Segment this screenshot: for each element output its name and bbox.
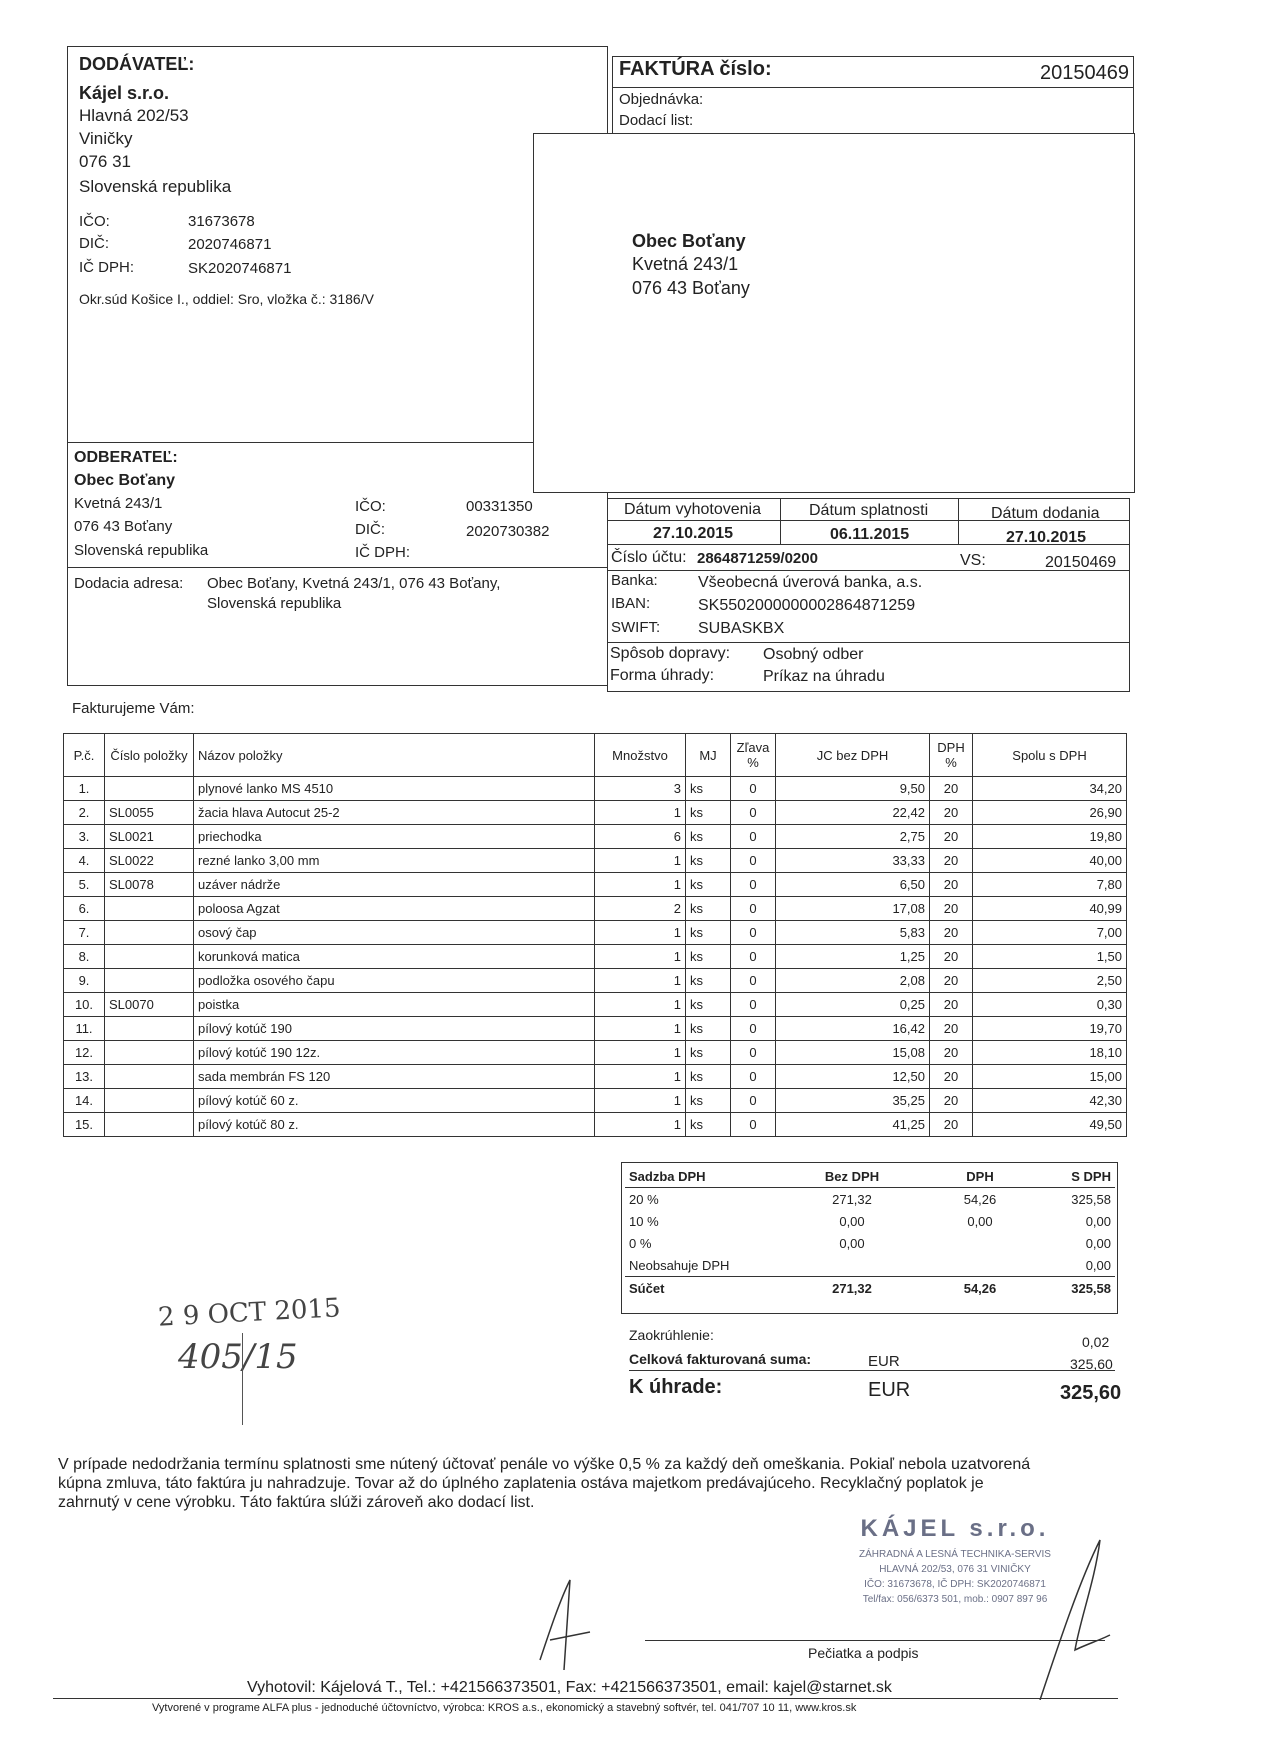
customer-dic-label: DIČ: <box>355 521 385 538</box>
vat-sum-row <box>625 1277 1115 1300</box>
transport: Osobný odber <box>763 646 864 663</box>
item-total: 49,50 <box>973 1113 1127 1137</box>
customer-dic: 2020730382 <box>466 523 550 540</box>
account-number: 2864871259/0200 <box>697 550 818 567</box>
stamp-line-3: IČO: 31673678, IČ DPH: SK2020746871 <box>864 1579 1046 1590</box>
delivery-note-label: Dodací list: <box>619 112 694 129</box>
customer-ico: 00331350 <box>466 498 533 515</box>
vat-h-vat: DPH <box>966 1168 994 1184</box>
item-code: SL0022 <box>105 849 194 873</box>
item-name: uzáver nádrže <box>194 873 595 897</box>
item-pc: 7. <box>64 921 105 945</box>
pay-label: K úhrade: <box>629 1376 723 1398</box>
item-disc: 0 <box>731 921 776 945</box>
item-price: 2,75 <box>776 825 930 849</box>
item-name: podložka osového čapu <box>194 969 595 993</box>
item-code <box>105 1017 194 1041</box>
item-disc: 0 <box>731 825 776 849</box>
vat-row <box>625 1210 1115 1232</box>
table-row <box>64 801 1127 825</box>
item-total: 1,50 <box>973 945 1127 969</box>
item-price: 0,25 <box>776 993 930 1017</box>
item-total: 19,80 <box>973 825 1127 849</box>
col-vat: DPH % <box>930 734 973 777</box>
item-disc: 0 <box>731 1089 776 1113</box>
table-row <box>64 921 1127 945</box>
vat-total: 0,00 <box>1085 1235 1111 1251</box>
item-price: 35,25 <box>776 1089 930 1113</box>
col-unit: MJ <box>686 734 731 777</box>
col-qty: Množstvo <box>595 734 686 777</box>
supplier-register: Okr.súd Košice I., oddiel: Sro, vložka č.: 3186/V <box>79 291 374 307</box>
item-price: 12,50 <box>776 1065 930 1089</box>
swift: SUBASKBX <box>698 620 785 637</box>
item-unit: ks <box>686 825 731 849</box>
delivery-address-label: Dodacia adresa: <box>74 575 184 592</box>
vat-summary-table <box>625 1165 1115 1299</box>
payment-label: Forma úhrady: <box>610 667 715 684</box>
item-vat: 20 <box>930 1041 973 1065</box>
pay-currency: EUR <box>868 1379 911 1401</box>
item-price: 1,25 <box>776 945 930 969</box>
item-vat: 20 <box>930 945 973 969</box>
col-pc: P.č. <box>64 734 105 777</box>
item-vat: 20 <box>930 1065 973 1089</box>
supplier-ico-label: IČO: <box>79 213 110 230</box>
item-disc: 0 <box>731 969 776 993</box>
item-disc: 0 <box>731 1041 776 1065</box>
item-name: priechodka <box>194 825 595 849</box>
item-pc: 2. <box>64 801 105 825</box>
item-qty: 6 <box>595 825 686 849</box>
vat-vat <box>921 1254 1039 1277</box>
issue-date-label: Dátum vyhotovenia <box>624 501 761 518</box>
items-intro: Fakturujeme Vám: <box>72 700 195 717</box>
iban-label: IBAN: <box>611 595 651 612</box>
item-code <box>105 1113 194 1137</box>
item-pc: 5. <box>64 873 105 897</box>
item-name: pílový kotúč 190 12z. <box>194 1041 595 1065</box>
notice-text <box>58 1455 1118 1512</box>
stamp-line-4: Tel/fax: 056/6373 501, mob.: 0907 897 96 <box>862 1594 1048 1605</box>
item-code <box>105 1041 194 1065</box>
vat-row <box>625 1254 1115 1277</box>
vat-rate: Neobsahuje DPH <box>629 1257 730 1273</box>
customer-name: Obec Boťany <box>74 472 176 489</box>
table-row <box>64 969 1127 993</box>
item-total: 7,00 <box>973 921 1127 945</box>
item-qty: 1 <box>595 1113 686 1137</box>
item-qty: 1 <box>595 1041 686 1065</box>
item-price: 5,83 <box>776 921 930 945</box>
item-name: sada membrán FS 120 <box>194 1065 595 1089</box>
col-name: Názov položky <box>194 734 595 777</box>
total-value: 325,60 <box>1070 1356 1113 1372</box>
item-name: rezné lanko 3,00 mm <box>194 849 595 873</box>
customer-heading: ODBERATEĽ: <box>74 449 178 466</box>
notice-line-1: V prípade nedodržania termínu splatnosti sme nútený účtovať penále vo výške 0,5 % za každý deň omeškania. Pokiaľ nebola uzatvorená <box>58 1456 1031 1473</box>
supplier-icdph-label: IČ DPH: <box>79 259 135 276</box>
vat-rate: 0 % <box>629 1235 652 1251</box>
item-pc: 3. <box>64 825 105 849</box>
supplier-icdph: SK2020746871 <box>188 260 292 277</box>
item-name: osový čap <box>194 921 595 945</box>
supplier-dic-label: DIČ: <box>79 235 109 252</box>
table-row <box>64 1041 1127 1065</box>
item-unit: ks <box>686 1089 731 1113</box>
item-total: 42,30 <box>973 1089 1127 1113</box>
item-unit: ks <box>686 1113 731 1137</box>
vat-rate: 10 % <box>629 1213 659 1229</box>
item-qty: 1 <box>595 1089 686 1113</box>
account-label: Číslo účtu: <box>611 549 687 566</box>
item-unit: ks <box>686 801 731 825</box>
col-code: Číslo položky <box>105 734 194 777</box>
bank-name: Všeobecná úverová banka, a.s. <box>698 574 923 591</box>
item-unit: ks <box>686 969 731 993</box>
items-table <box>63 733 1127 1137</box>
item-pc: 15. <box>64 1113 105 1137</box>
total-label: Celková fakturovaná suma: <box>629 1351 812 1367</box>
item-pc: 6. <box>64 897 105 921</box>
item-code <box>105 969 194 993</box>
table-row <box>64 1089 1127 1113</box>
vat-row <box>625 1188 1115 1211</box>
item-code <box>105 1065 194 1089</box>
item-disc: 0 <box>731 873 776 897</box>
item-total: 18,10 <box>973 1041 1127 1065</box>
vat-h-base: Bez DPH <box>824 1168 880 1184</box>
payment: Príkaz na úhradu <box>763 668 885 685</box>
item-code <box>105 1089 194 1113</box>
supplier-dic: 2020746871 <box>188 236 272 253</box>
stamp-name: KÁJEL s.r.o. <box>860 1515 1050 1542</box>
item-pc: 1. <box>64 777 105 801</box>
item-disc: 0 <box>731 1065 776 1089</box>
item-code <box>105 945 194 969</box>
item-vat: 20 <box>930 993 973 1017</box>
item-name: pílový kotúč 190 <box>194 1017 595 1041</box>
pay-value: 325,60 <box>1060 1382 1122 1404</box>
item-vat: 20 <box>930 1089 973 1113</box>
item-name: poistka <box>194 993 595 1017</box>
table-row <box>64 1017 1127 1041</box>
item-code: SL0055 <box>105 801 194 825</box>
vat-vat <box>921 1232 1039 1254</box>
table-row <box>64 1113 1127 1137</box>
item-disc: 0 <box>731 1017 776 1041</box>
item-vat: 20 <box>930 873 973 897</box>
item-pc: 4. <box>64 849 105 873</box>
item-vat: 20 <box>930 921 973 945</box>
vat-base <box>783 1254 921 1277</box>
item-vat: 20 <box>930 1113 973 1137</box>
delivery-date-label: Dátum dodania <box>991 505 1100 522</box>
item-qty: 1 <box>595 945 686 969</box>
item-code <box>105 777 194 801</box>
customer-street: Kvetná 243/1 <box>74 495 163 512</box>
table-row <box>64 993 1127 1017</box>
item-price: 9,50 <box>776 777 930 801</box>
software-note: Vytvorené v programe ALFA plus - jednoduché účtovníctvo, výrobca: KROS a.s., ekonomický a stavebný softvér, tel. 041/707 10 11, www.kros.sk <box>152 1702 857 1714</box>
item-price: 16,42 <box>776 1017 930 1041</box>
item-total: 26,90 <box>973 801 1127 825</box>
item-vat: 20 <box>930 801 973 825</box>
address-window <box>533 133 1135 493</box>
supplier-zip: 076 31 <box>79 152 131 171</box>
item-price: 15,08 <box>776 1041 930 1065</box>
item-disc: 0 <box>731 849 776 873</box>
item-unit: ks <box>686 849 731 873</box>
window-city: 076 43 Boťany <box>632 278 750 298</box>
item-unit: ks <box>686 897 731 921</box>
item-total: 34,20 <box>973 777 1127 801</box>
vat-total: 0,00 <box>1085 1213 1111 1229</box>
customer-ico-label: IČO: <box>355 498 386 515</box>
item-qty: 2 <box>595 897 686 921</box>
item-price: 22,42 <box>776 801 930 825</box>
vat-row <box>625 1232 1115 1254</box>
item-unit: ks <box>686 777 731 801</box>
bank-label: Banka: <box>611 572 658 589</box>
item-pc: 8. <box>64 945 105 969</box>
stamp-line-2: HLAVNÁ 202/53, 076 31 VINIČKY <box>879 1564 1031 1575</box>
items-header-row <box>64 734 1127 777</box>
supplier-street: Hlavná 202/53 <box>79 106 189 125</box>
item-vat: 20 <box>930 1017 973 1041</box>
item-unit: ks <box>686 921 731 945</box>
vat-total: 0,00 <box>1085 1257 1111 1273</box>
signature-label: Pečiatka a podpis <box>808 1645 919 1661</box>
item-vat: 20 <box>930 777 973 801</box>
received-stamp-date: 2 9 OCT 2015 <box>157 1293 342 1333</box>
item-disc: 0 <box>731 897 776 921</box>
vat-sum-label: Súčet <box>629 1280 665 1296</box>
vat-base: 271,32 <box>832 1191 872 1207</box>
item-total: 19,70 <box>973 1017 1127 1041</box>
table-row <box>64 849 1127 873</box>
item-total: 0,30 <box>973 993 1127 1017</box>
item-qty: 1 <box>595 1017 686 1041</box>
item-name: žacia hlava Autocut 25-2 <box>194 801 595 825</box>
item-disc: 0 <box>731 801 776 825</box>
signature <box>520 1520 1140 1700</box>
supplier-ico: 31673678 <box>188 213 255 230</box>
item-unit: ks <box>686 1041 731 1065</box>
delivery-date: 27.10.2015 <box>1006 529 1087 546</box>
item-disc: 0 <box>731 945 776 969</box>
item-pc: 9. <box>64 969 105 993</box>
item-name: pílový kotúč 60 z. <box>194 1089 595 1113</box>
item-disc: 0 <box>731 777 776 801</box>
item-qty: 1 <box>595 969 686 993</box>
received-stamp-ref: 405/15 <box>178 1337 298 1377</box>
vat-base: 0,00 <box>839 1235 865 1251</box>
item-vat: 20 <box>930 969 973 993</box>
col-discount: Zľava % <box>731 734 776 777</box>
due-date-label: Dátum splatnosti <box>809 502 929 519</box>
stamp-line-1: ZÁHRADNÁ A LESNÁ TECHNIKA-SERVIS <box>859 1549 1051 1560</box>
table-row <box>64 777 1127 801</box>
col-total: Spolu s DPH <box>973 734 1127 777</box>
vat-sum-vat: 54,26 <box>963 1280 997 1296</box>
item-unit: ks <box>686 945 731 969</box>
item-unit: ks <box>686 1065 731 1089</box>
vat-vat: 54,26 <box>963 1191 997 1207</box>
item-total: 15,00 <box>973 1065 1127 1089</box>
table-row <box>64 897 1127 921</box>
issued-by: Vyhotovil: Kájelová T., Tel.: +421566373501, Fax: +421566373501, email: kajel@starnet.sk <box>247 1679 892 1696</box>
item-code <box>105 921 194 945</box>
issue-date: 27.10.2015 <box>653 525 734 542</box>
vat-vat: 0,00 <box>967 1213 993 1229</box>
item-code: SL0021 <box>105 825 194 849</box>
item-qty: 3 <box>595 777 686 801</box>
item-qty: 1 <box>595 873 686 897</box>
due-date: 06.11.2015 <box>830 526 910 543</box>
supplier-country: Slovenská republika <box>79 177 232 196</box>
item-price: 6,50 <box>776 873 930 897</box>
vat-rate: 20 % <box>629 1191 659 1207</box>
delivery-address-line1: Obec Boťany, Kvetná 243/1, 076 43 Boťany, <box>207 575 501 592</box>
swift-label: SWIFT: <box>611 619 661 636</box>
table-row <box>64 945 1127 969</box>
item-name: poloosa Agzat <box>194 897 595 921</box>
iban: SK5502000000002864871259 <box>698 597 916 614</box>
vat-sum-total: 325,58 <box>1071 1280 1111 1296</box>
item-vat: 20 <box>930 897 973 921</box>
table-row <box>64 825 1127 849</box>
item-price: 33,33 <box>776 849 930 873</box>
table-row <box>64 873 1127 897</box>
customer-country: Slovenská republika <box>74 542 209 559</box>
customer-city: 076 43 Boťany <box>74 518 173 535</box>
order-label: Objednávka: <box>619 91 704 108</box>
item-unit: ks <box>686 873 731 897</box>
vat-h-rate: Sadzba DPH <box>629 1168 706 1184</box>
item-disc: 0 <box>731 1113 776 1137</box>
vat-base: 0,00 <box>839 1213 865 1229</box>
item-code: SL0078 <box>105 873 194 897</box>
item-code: SL0070 <box>105 993 194 1017</box>
rounding-value: 0,02 <box>1082 1334 1110 1350</box>
vat-header-row <box>625 1165 1115 1188</box>
customer-icdph-label: IČ DPH: <box>355 544 411 561</box>
col-price: JC bez DPH <box>776 734 930 777</box>
item-qty: 1 <box>595 1065 686 1089</box>
item-name: plynové lanko MS 4510 <box>194 777 595 801</box>
item-total: 2,50 <box>973 969 1127 993</box>
supplier-heading: DODÁVATEĽ: <box>79 54 195 74</box>
item-name: pílový kotúč 80 z. <box>194 1113 595 1137</box>
item-disc: 0 <box>731 993 776 1017</box>
item-pc: 12. <box>64 1041 105 1065</box>
invoice-number: 20150469 <box>1040 62 1129 84</box>
item-pc: 13. <box>64 1065 105 1089</box>
notice-line-2: kúpna zmluva, táto faktúra ju nahradzuje. Tovar až do úplného zaplatenia ostáva majetkom predávajúceho. Recyklačný poplatok je <box>58 1475 984 1492</box>
item-total: 7,80 <box>973 873 1127 897</box>
item-pc: 11. <box>64 1017 105 1041</box>
item-vat: 20 <box>930 825 973 849</box>
rounding-label: Zaokrúhlenie: <box>629 1327 714 1343</box>
total-currency: EUR <box>868 1353 900 1370</box>
item-qty: 1 <box>595 921 686 945</box>
supplier-city: Viničky <box>79 129 133 148</box>
invoice-title: FAKTÚRA číslo: <box>619 58 772 80</box>
item-price: 41,25 <box>776 1113 930 1137</box>
vs-number: 20150469 <box>1045 554 1117 571</box>
item-name: korunková matica <box>194 945 595 969</box>
item-price: 17,08 <box>776 897 930 921</box>
item-total: 40,99 <box>973 897 1127 921</box>
item-unit: ks <box>686 993 731 1017</box>
window-street: Kvetná 243/1 <box>632 254 739 274</box>
item-qty: 1 <box>595 801 686 825</box>
item-qty: 1 <box>595 849 686 873</box>
vs-label: VS: <box>960 552 986 569</box>
notice-line-3: zahrnutý v cene výrobku. Táto faktúra slúži zároveň ako dodací list. <box>58 1494 535 1511</box>
supplier-name: Kájel s.r.o. <box>79 83 170 103</box>
item-unit: ks <box>686 1017 731 1041</box>
delivery-address-line2: Slovenská republika <box>207 595 342 612</box>
vat-h-total: S DPH <box>1071 1168 1111 1184</box>
item-qty: 1 <box>595 993 686 1017</box>
item-total: 40,00 <box>973 849 1127 873</box>
window-name: Obec Boťany <box>632 231 746 251</box>
table-row <box>64 1065 1127 1089</box>
item-pc: 10. <box>64 993 105 1017</box>
vat-total: 325,58 <box>1071 1191 1111 1207</box>
item-price: 2,08 <box>776 969 930 993</box>
transport-label: Spôsob dopravy: <box>610 645 731 662</box>
item-pc: 14. <box>64 1089 105 1113</box>
vat-sum-base: 271,32 <box>832 1280 872 1296</box>
item-code <box>105 897 194 921</box>
item-vat: 20 <box>930 849 973 873</box>
